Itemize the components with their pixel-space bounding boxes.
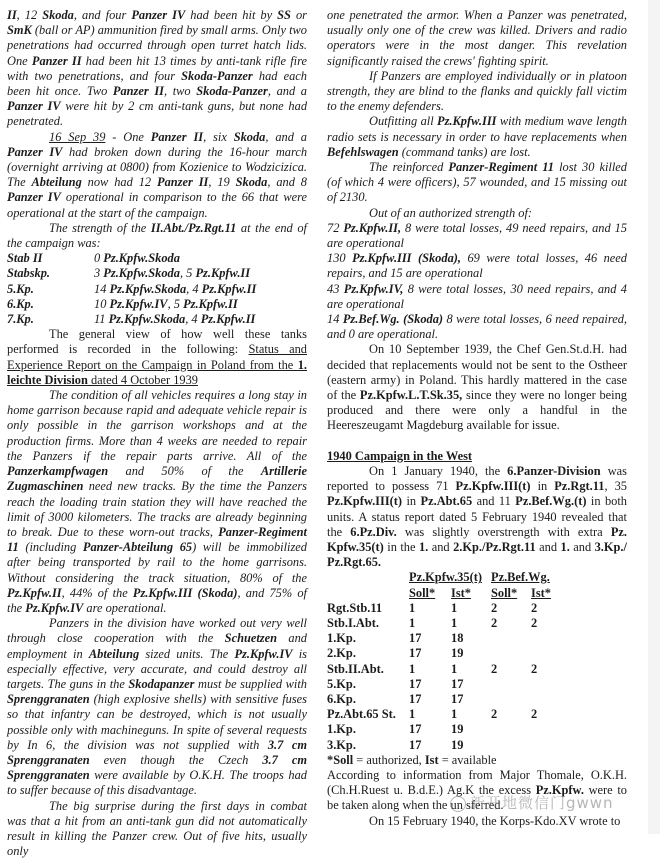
row-value: 2 bbox=[531, 600, 538, 615]
strength-unit: 6.Kp. bbox=[7, 296, 34, 311]
group-header-pz-bef-wg: Pz.Bef.Wg. bbox=[491, 570, 550, 585]
table-row bbox=[327, 738, 571, 753]
strength-value: 3 Pz.Kpfw.Skoda, 5 Pz.Kpfw.II bbox=[94, 266, 251, 281]
section-heading: 1940 Campaign in the West bbox=[327, 448, 473, 463]
row-value bbox=[531, 646, 571, 661]
table-row bbox=[327, 601, 571, 616]
row-value bbox=[531, 677, 571, 692]
row-value bbox=[491, 722, 531, 737]
watermark-logo-icon bbox=[450, 796, 466, 812]
table-group-header-row bbox=[327, 570, 571, 585]
loss-entry: 72 Pz.Kpfw.II, 8 were total losses, 49 need repairs, and 15 are operational bbox=[327, 220, 627, 251]
sub-header-ist: Ist* bbox=[531, 585, 551, 600]
paragraph-platoon-strength: If Panzers are employed individually or in platoon strength, they are blind to the flanks and quickly fall victim to the enemy defenders. bbox=[327, 68, 627, 114]
table-footnote: *Soll = authorized, Ist = available bbox=[327, 752, 497, 767]
sub-header-soll: Soll* bbox=[491, 585, 518, 600]
paragraph-radio-sets: Outfitting all Pz.Kpfw.III with medium wave length radio sets is necessary in order to have replacements when Befehlswagen (command tanks) are lost. bbox=[327, 114, 627, 159]
row-value bbox=[531, 722, 571, 737]
strength-value: 11 Pz.Kpfw.Skoda, 4 Pz.Kpfw.II bbox=[94, 312, 256, 327]
row-unit: 6.Kp. bbox=[327, 691, 356, 706]
row-value: 19 bbox=[451, 722, 464, 737]
row-value: 19 bbox=[451, 737, 464, 752]
row-value: 2 bbox=[491, 661, 498, 676]
row-value bbox=[531, 631, 571, 646]
row-value bbox=[491, 738, 531, 753]
left-column bbox=[7, 8, 307, 859]
row-unit: 1.Kp. bbox=[327, 722, 356, 737]
tank-strength-table bbox=[327, 570, 571, 752]
table-row bbox=[327, 692, 571, 707]
paragraph-february-1940: On 15 February 1940, the Korps-Kdo.XV wrote to bbox=[369, 813, 621, 828]
row-value: 2 bbox=[531, 661, 538, 676]
row-value: 17 bbox=[409, 676, 422, 691]
table-row bbox=[327, 646, 571, 661]
strength-unit: 7.Kp. bbox=[7, 312, 34, 327]
row-value: 17 bbox=[451, 691, 464, 706]
row-value bbox=[491, 631, 531, 646]
losses-list bbox=[327, 221, 627, 343]
paragraph-authorized-strength: Out of an authorized strength of: bbox=[369, 205, 533, 220]
loss-entry: 43 Pz.Kpfw.IV, 8 were total losses, 30 need repairs, and 4 are operational bbox=[327, 281, 627, 311]
row-value: 17 bbox=[409, 722, 422, 737]
row-value: 1 bbox=[409, 661, 416, 676]
paragraph-hits: II, 12 Skoda, and four Panzer IV had been hit by SS or SmK (ball or AP) ammunition fired by small arms. Only two penetrations had occurred through open turret hatch lids. One Panzer II had been hit 13 times by anti-tank rifle fire with two penetrations, and four Skoda-Panzer had each been hit once. Two Panzer II, two Skoda-Panzer, and a Panzer IV were hit by 2 cm anti-tank guns, but none had penetrated. bbox=[7, 8, 308, 129]
row-value: 1 bbox=[451, 707, 458, 722]
row-value: 1 bbox=[409, 615, 416, 630]
table-sub-header-row bbox=[327, 586, 571, 601]
paragraph-thomale: According to information from Major Thomale, O.K.H. (Ch.H.Ruest u. B.d.E.) Ag.K the excess Pz.Kpfw. were to be taken along when the un sferred. bbox=[327, 767, 627, 813]
strength-value: 0 Pz.Kpfw.Skoda bbox=[94, 251, 180, 266]
row-unit: Stb.II.Abt. bbox=[327, 661, 384, 676]
loss-entry: 130 Pz.Kpfw.III (Skoda), 69 were total losses, 46 need repairs, and 15 are operational bbox=[327, 251, 628, 281]
watermark bbox=[450, 792, 614, 813]
strength-unit: 5.Kp. bbox=[7, 281, 34, 296]
group-header-pz-kpfw-35t: Pz.Kpfw.35(t) bbox=[409, 570, 482, 585]
strength-list bbox=[7, 251, 307, 327]
row-value: 2 bbox=[491, 615, 498, 630]
row-value bbox=[491, 692, 531, 707]
row-unit: Stb.I.Abt. bbox=[327, 615, 379, 630]
row-value: 17 bbox=[409, 646, 422, 661]
paragraph-16-sep-39: 16 Sep 39 - One Panzer II, six Skoda, and a Panzer IV had broken down during the 16-hour march (overnight arriving at 0800) from Kozienice to Wodzicizica. The Abteilung now had 12 Panzer II, 19 Skoda, and 8 Panzer IV operational in comparison to the 66 that were operational at the start of the campaign. bbox=[7, 129, 308, 220]
row-value: 17 bbox=[451, 676, 464, 691]
row-unit: 1.Kp. bbox=[327, 631, 356, 646]
strength-value: 10 Pz.Kpfw.IV, 5 Pz.Kpfw.II bbox=[94, 296, 238, 311]
page-edge bbox=[648, 0, 660, 834]
row-value: 1 bbox=[409, 600, 416, 615]
strength-value: 14 Pz.Kpfw.Skoda, 4 Pz.Kpfw.II bbox=[94, 281, 257, 296]
watermark-text: 新开地微信门gwwn bbox=[470, 794, 614, 812]
table-row bbox=[327, 707, 571, 722]
row-unit: 5.Kp. bbox=[327, 676, 356, 691]
paragraph-casualties: The reinforced Panzer-Regiment 11 lost 30 killed (of which 4 were officers), 57 wounded, and 15 missing out of 2130. bbox=[327, 160, 628, 205]
table-row bbox=[327, 677, 571, 692]
sub-header-soll: Soll* bbox=[409, 585, 436, 600]
paragraph-strength-intro: The strength of the II.Abt./Pz.Rgt.11 at the end of the campaign was: bbox=[7, 220, 307, 251]
row-value bbox=[491, 677, 531, 692]
row-value bbox=[531, 692, 571, 707]
table-row bbox=[327, 616, 571, 631]
row-value: 2 bbox=[531, 707, 538, 722]
paragraph-january-1940: On 1 January 1940, the 6.Panzer-Division was reported to possess 71 Pz.Kpfw.III(t) in Pz.Rgt.11, 35 Pz.Kpfw.III(t) in Pz.Abt.65 and 11 Pz.Bef.Wg.(t) in both units. A status report dated 5 February 1940 revealed that the 6.Pz.Div. was slightly overstrength with extra Pz. Kpfw.35(t) in the 1. and 2.Kp./Pz.Rgt.11 and 1. and 3.Kp./ Pz.Rgt.65. bbox=[327, 463, 627, 570]
row-value: 2 bbox=[491, 707, 498, 722]
paragraph-vehicle-condition: The condition of all vehicles requires a long stay in home garrison because rapid and adequate vehicle repair is only possible in the garrison workshops and at the production firms. More than 4 weeks are needed to repair the Panzers if the repair parts arrive. All of the Panzerkampfwagen and 50% of the Artillerie Zugmaschinen need new tracks. By the time the Panzers reach the loading train station they will have reached the limit of 3000 kilometers. The tracks are already beginning to break. Due to these worn-out tracks, Panzer-Regiment 11 (including Panzer-Abteilung 65) will be immobilized after being transported by rail to the home garrisons. Without considering the track situation, 80% of the Pz.Kpfw.II, 44% of the Pz.Kpfw.III (Skoda), and 75% of the Pz.Kpfw.IV are operational. bbox=[7, 388, 308, 615]
paragraph-big-surprise: The big surprise during the first days in combat was that a hit from an anti-tank gun did not automatically result in killing the Panzer crew. Out of five hits, usually only bbox=[7, 798, 307, 859]
table-body bbox=[327, 601, 571, 753]
row-value bbox=[531, 738, 571, 753]
row-value: 17 bbox=[409, 737, 422, 752]
paragraph-general-view: The general view of how well these tanks performed is recorded in the following: Status and Experience Report on the Campaign in Poland from the 1. leichte Division dated 4 October 1939 bbox=[7, 327, 307, 387]
strength-unit: Stab II bbox=[7, 251, 43, 266]
row-unit: 3.Kp. bbox=[327, 737, 356, 752]
row-value bbox=[491, 646, 531, 661]
row-value: 17 bbox=[409, 691, 422, 706]
paragraph-cooperation: Panzers in the division have worked out very well through close cooperation with the Schuetzen and employment in Abteilung sized units. The Pz.Kpfw.IV is especially effective, very accurate, and could destroy all targets. The guns in the Skodapanzer must be supplied with Sprenggranaten (high explosive shells) with sensitive fuses so that infantry can be destroyed, which is not usually possible only with machineguns. In spite of several requests by In 6, the division was not supplied with 3.7 cm Sprenggranaten even though the Czech 3.7 cm Sprenggranaten were available by O.K.H. The troops had to suffer because of this disadvantage. bbox=[7, 616, 307, 798]
row-value: 1 bbox=[451, 600, 458, 615]
sub-header-ist: Ist* bbox=[451, 585, 471, 600]
row-value: 2 bbox=[531, 615, 538, 630]
row-value: 1 bbox=[451, 661, 458, 676]
row-value: 18 bbox=[451, 631, 464, 646]
table-row bbox=[327, 662, 571, 677]
right-column bbox=[327, 8, 627, 829]
row-value: 2 bbox=[491, 600, 498, 615]
table-row bbox=[327, 631, 571, 646]
row-value: 19 bbox=[451, 646, 464, 661]
row-unit: Rgt.Stb.11 bbox=[327, 600, 383, 615]
row-value: 17 bbox=[409, 631, 422, 646]
row-unit: Pz.Abt.65 St. bbox=[327, 707, 396, 722]
row-value: 1 bbox=[451, 615, 458, 630]
row-value: 1 bbox=[409, 707, 416, 722]
paragraph-penetration: one penetrated the armor. When a Panzer was penetrated, usually only one of the crew was killed. Drivers and radio operators were in the most danger. This revelation significantly raised the crews' fighting spirit. bbox=[327, 8, 627, 68]
row-unit: 2.Kp. bbox=[327, 646, 356, 661]
strength-unit: Stabskp. bbox=[7, 266, 51, 281]
loss-entry: 14 Pz.Bef.Wg. (Skoda) 8 were total losses, 6 need repaired, and 0 are operational. bbox=[327, 312, 627, 342]
paragraph-replacements: On 10 September 1939, the Chef Gen.St.d.H. had decided that replacements would not be sent to the Ostheer (eastern army) in Poland. This hardly mattered in the case of the Pz.Kpfw.L.T.Sk.35, since they were no longer being produced and there were only a handful in the Heereszeugamt Magdeburg available for issue. bbox=[327, 342, 628, 433]
table-row bbox=[327, 722, 571, 737]
